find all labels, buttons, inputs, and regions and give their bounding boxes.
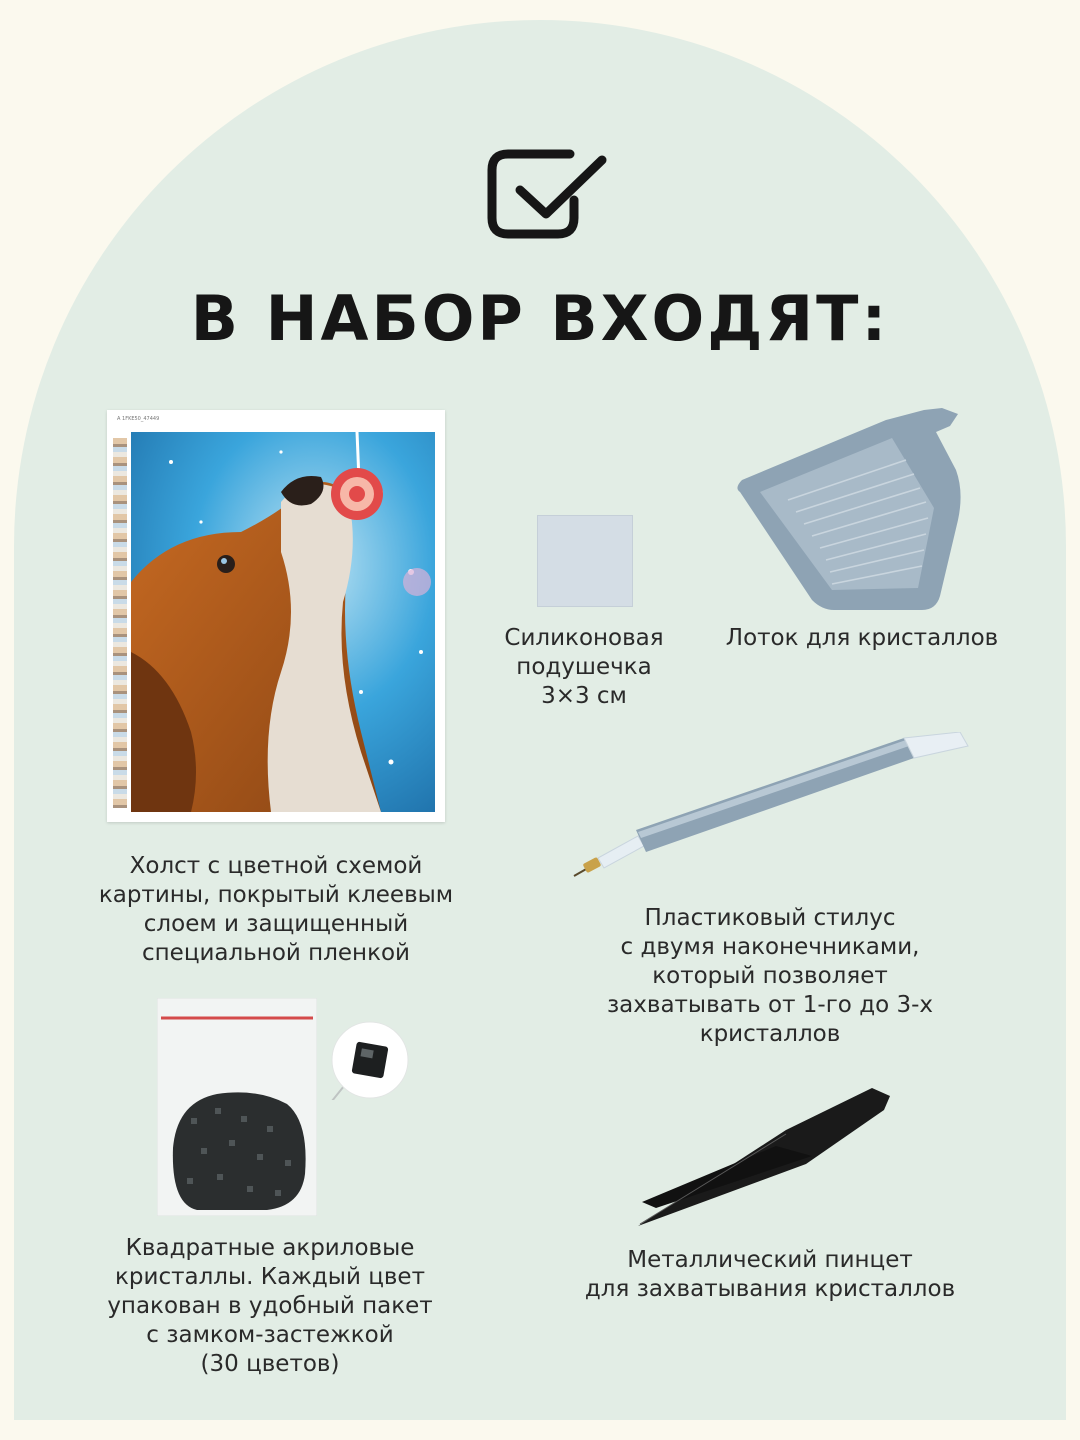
page-title: В НАБОР ВХОДЯТ: [190, 282, 890, 355]
caption-line: который позволяет [652, 963, 888, 989]
caption-line: Холст с цветной схемой [129, 853, 423, 879]
caption-line: Квадратные акриловые [125, 1235, 415, 1261]
caption-line: кристаллов [699, 1021, 841, 1047]
canvas-print-code: A 1FKE50_47449 [117, 416, 160, 422]
crystal-tray-icon [728, 400, 988, 616]
caption-line: с замком-застежкой [146, 1322, 394, 1348]
stylus-icon [568, 732, 972, 882]
caption-line: захватывать от 1-го до 3-х [606, 992, 934, 1018]
caption-line: (30 цветов) [200, 1351, 340, 1377]
stylus-caption [580, 904, 960, 1049]
caption-line: подушечка [516, 654, 652, 680]
caption-line: Силиконовая [504, 625, 664, 651]
bottom-strip [0, 1420, 1080, 1440]
canvas-color-legend [113, 438, 127, 808]
crystals-caption [70, 1234, 470, 1379]
pad-caption [470, 624, 698, 711]
caption-line: упакован в удобный пакет [107, 1293, 433, 1319]
caption-line: кристаллы. Каждый цвет [115, 1264, 425, 1290]
crystal-zoom-icon [330, 1020, 410, 1100]
canvas-photo [107, 410, 445, 822]
caption-line: Пластиковый стилус [644, 905, 896, 931]
tray-caption [700, 624, 1024, 653]
canvas-caption [76, 852, 476, 968]
silicone-pad-icon [537, 515, 633, 607]
caption-line: Металлический пинцет [627, 1247, 913, 1273]
caption-line: с двумя наконечниками, [620, 934, 920, 960]
caption-line: для захватывания кристаллов [584, 1276, 956, 1302]
caption-line: картины, покрытый клеевым [98, 882, 454, 908]
caption-line: 3×3 см [541, 683, 627, 709]
checkbox-check-icon [484, 146, 610, 242]
tweezers-caption [570, 1246, 970, 1304]
caption-line: специальной пленкой [142, 940, 410, 966]
tweezers-icon [636, 1086, 894, 1230]
crystal-bag-photo [157, 998, 317, 1216]
caption-line: слоем и защищенный [143, 911, 409, 937]
caption-line: Лоток для кристаллов [725, 625, 999, 651]
dog-picture [131, 432, 435, 812]
